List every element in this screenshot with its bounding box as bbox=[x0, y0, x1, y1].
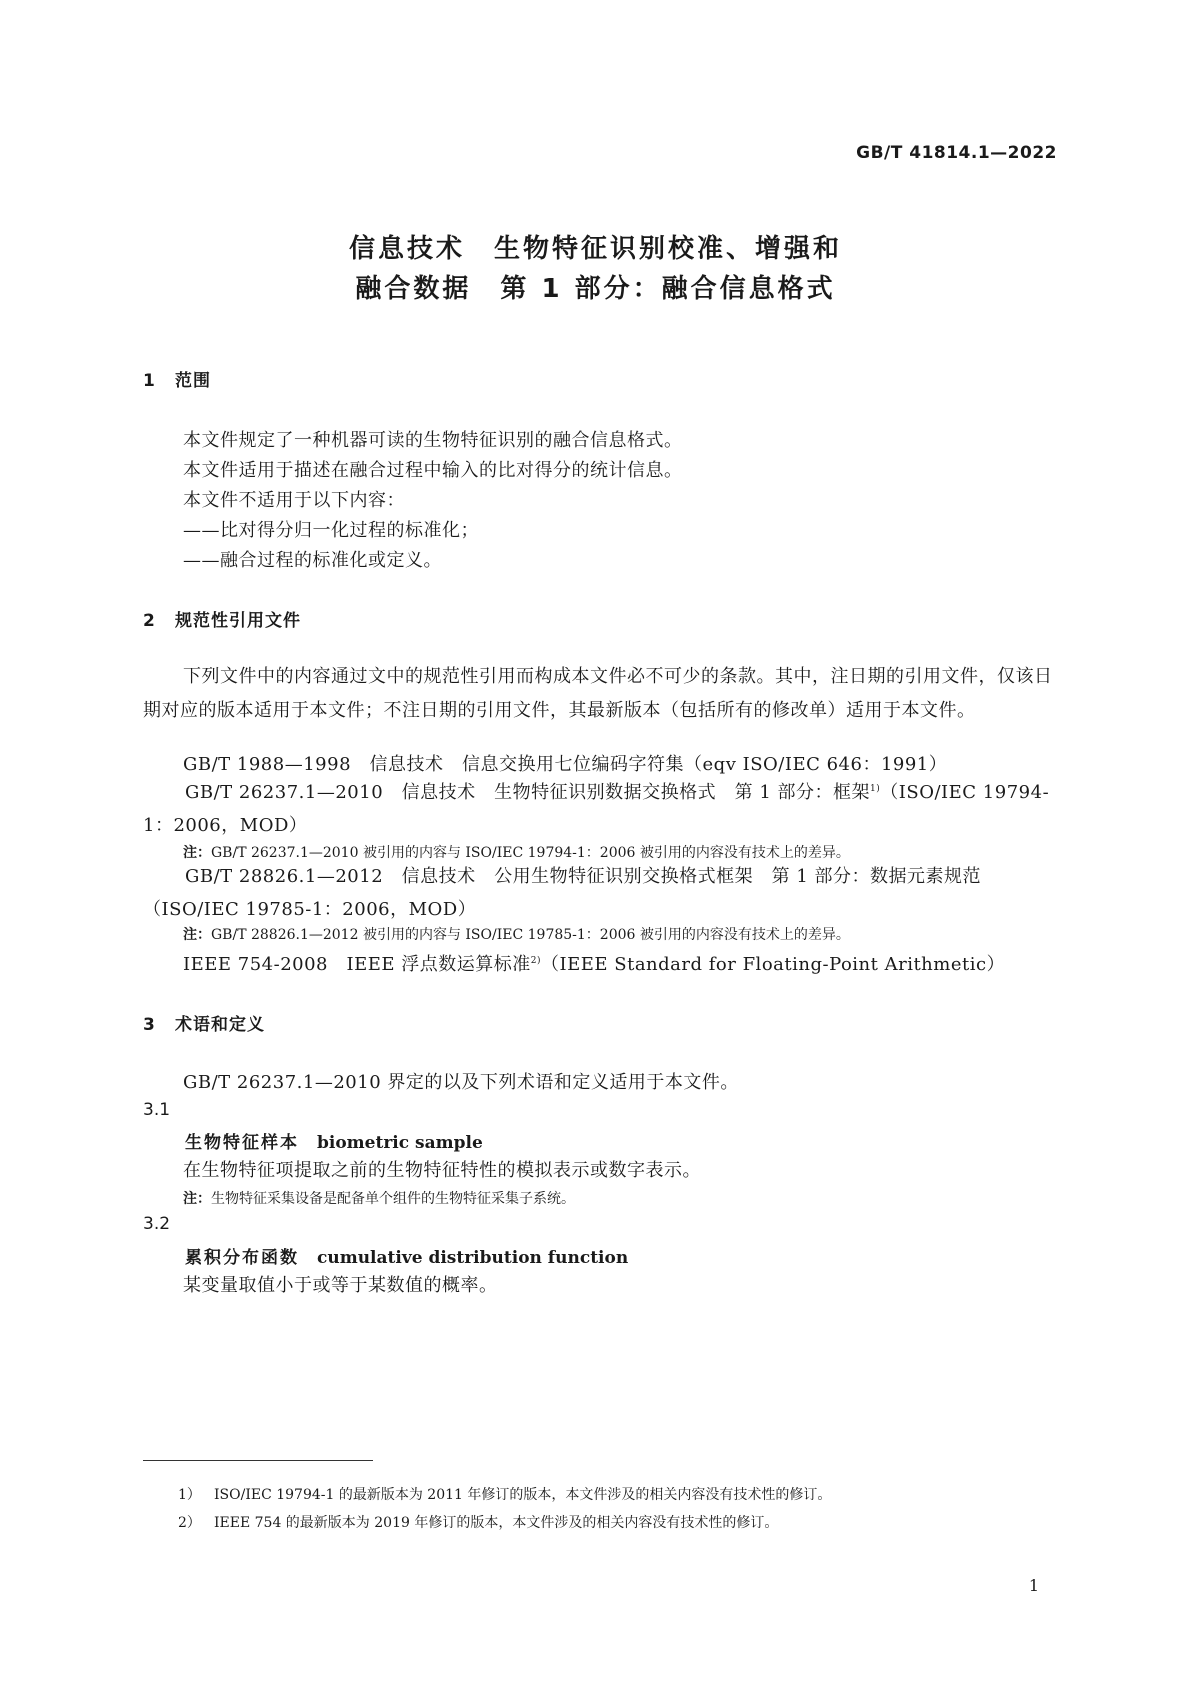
footnote bbox=[178, 1512, 778, 1532]
section-number: 3 bbox=[143, 1015, 156, 1035]
footnote bbox=[178, 1484, 831, 1504]
terms-intro: GB/T 26237.1—2010 界定的以及下列术语和定义适用于本文件。 bbox=[183, 1072, 739, 1093]
scope-line: 本文件不适用于以下内容： bbox=[183, 490, 405, 511]
note-text: 生物特征采集设备是配备单个组件的生物特征采集子系统。 bbox=[211, 1191, 575, 1207]
section-title: 范围 bbox=[175, 371, 211, 391]
page-number: 1 bbox=[1028, 1576, 1039, 1595]
section-number: 2 bbox=[143, 611, 156, 631]
footnote-mark: 2） bbox=[178, 1515, 201, 1531]
reference-text: GB/T 26237.1—2010 信息技术 生物特征识别数据交换格式 第 1 部分：框架 bbox=[185, 782, 871, 803]
scope-exclusion-item: ——比对得分归一化过程的标准化； bbox=[183, 520, 479, 541]
scope-exclusion-item: ——融合过程的标准化或定义。 bbox=[183, 550, 442, 571]
footnote-text: ISO/IEC 19794-1 的最新版本为 2011 年修订的版本，本文件涉及的相关内容没有技术性的修订。 bbox=[214, 1487, 832, 1503]
reference-note bbox=[183, 842, 850, 862]
note-text: GB/T 26237.1—2010 被引用的内容与 ISO/IEC 19794-1：2006 被引用的内容没有技术上的差异。 bbox=[211, 845, 850, 861]
reference-entry: GB/T 1988—1998 信息技术 信息交换用七位编码字符集（eqv ISO/IEC 646：1991） bbox=[183, 754, 948, 775]
section-title: 术语和定义 bbox=[175, 1015, 265, 1035]
note-label: 注： bbox=[183, 927, 211, 943]
document-title-line2: 融合数据 第 1 部分：融合信息格式 bbox=[355, 274, 836, 304]
term-definition: 在生物特征项提取之前的生物特征特性的模拟表示或数字表示。 bbox=[183, 1160, 701, 1181]
footnote-divider bbox=[143, 1460, 373, 1461]
footnote-marker: 2) bbox=[530, 956, 541, 966]
note-text: GB/T 28826.1—2012 被引用的内容与 ISO/IEC 19785-1：2006 被引用的内容没有技术上的差异。 bbox=[211, 927, 850, 943]
term-name bbox=[185, 1243, 628, 1268]
term-number: 3.2 bbox=[143, 1214, 171, 1234]
reference-text: IEEE 754-2008 IEEE 浮点数运算标准 bbox=[183, 954, 531, 975]
section-2-heading bbox=[143, 606, 301, 631]
term-definition: 某变量取值小于或等于某数值的概率。 bbox=[183, 1275, 498, 1296]
term-note bbox=[183, 1188, 575, 1208]
section-1-heading bbox=[143, 366, 211, 391]
document-title-line1: 信息技术 生物特征识别校准、增强和 bbox=[348, 234, 842, 264]
term-name-zh: 生物特征样本 bbox=[185, 1133, 299, 1153]
footnote-marker: 1) bbox=[870, 784, 881, 794]
note-label: 注： bbox=[183, 845, 211, 861]
standard-number: GB/T 41814.1—2022 bbox=[856, 143, 1057, 163]
term-name-en: cumulative distribution function bbox=[317, 1248, 629, 1268]
term-name-zh: 累积分布函数 bbox=[185, 1248, 299, 1268]
reference-entry bbox=[143, 776, 1063, 842]
scope-line: 本文件适用于描述在融合过程中输入的比对得分的统计信息。 bbox=[183, 460, 683, 481]
reference-entry bbox=[183, 950, 1005, 976]
reference-entry: GB/T 28826.1—2012 信息技术 公用生物特征识别交换格式框架 第 1 部分：数据元素规范（ISO/IEC 19785-1：2006，MOD） bbox=[143, 866, 982, 920]
reference-text: （ISO/IEC 19794-1：2006，MOD） bbox=[143, 782, 1050, 836]
term-number: 3.1 bbox=[143, 1100, 171, 1120]
reference-text: （IEEE Standard for Floating-Point Arithmetic） bbox=[541, 954, 1006, 975]
footnote-text: IEEE 754 的最新版本为 2019 年修订的版本，本文件涉及的相关内容没有技术性的修订。 bbox=[214, 1515, 779, 1531]
section-title: 规范性引用文件 bbox=[175, 611, 301, 631]
normative-references-intro: 下列文件中的内容通过文中的规范性引用而构成本文件必不可少的条款。其中，注日期的引用文件，仅该日期对应的版本适用于本文件；不注日期的引用文件，其最新版本（包括所有的修改单）适用于本文件。 bbox=[143, 666, 1053, 721]
footnote-mark: 1） bbox=[178, 1487, 201, 1503]
note-label: 注： bbox=[183, 1191, 211, 1207]
section-3-heading bbox=[143, 1010, 265, 1035]
term-name-en: biometric sample bbox=[317, 1133, 483, 1153]
scope-line: 本文件规定了一种机器可读的生物特征识别的融合信息格式。 bbox=[183, 430, 683, 451]
reference-note bbox=[183, 924, 850, 944]
term-name bbox=[185, 1128, 483, 1153]
section-number: 1 bbox=[143, 371, 156, 391]
